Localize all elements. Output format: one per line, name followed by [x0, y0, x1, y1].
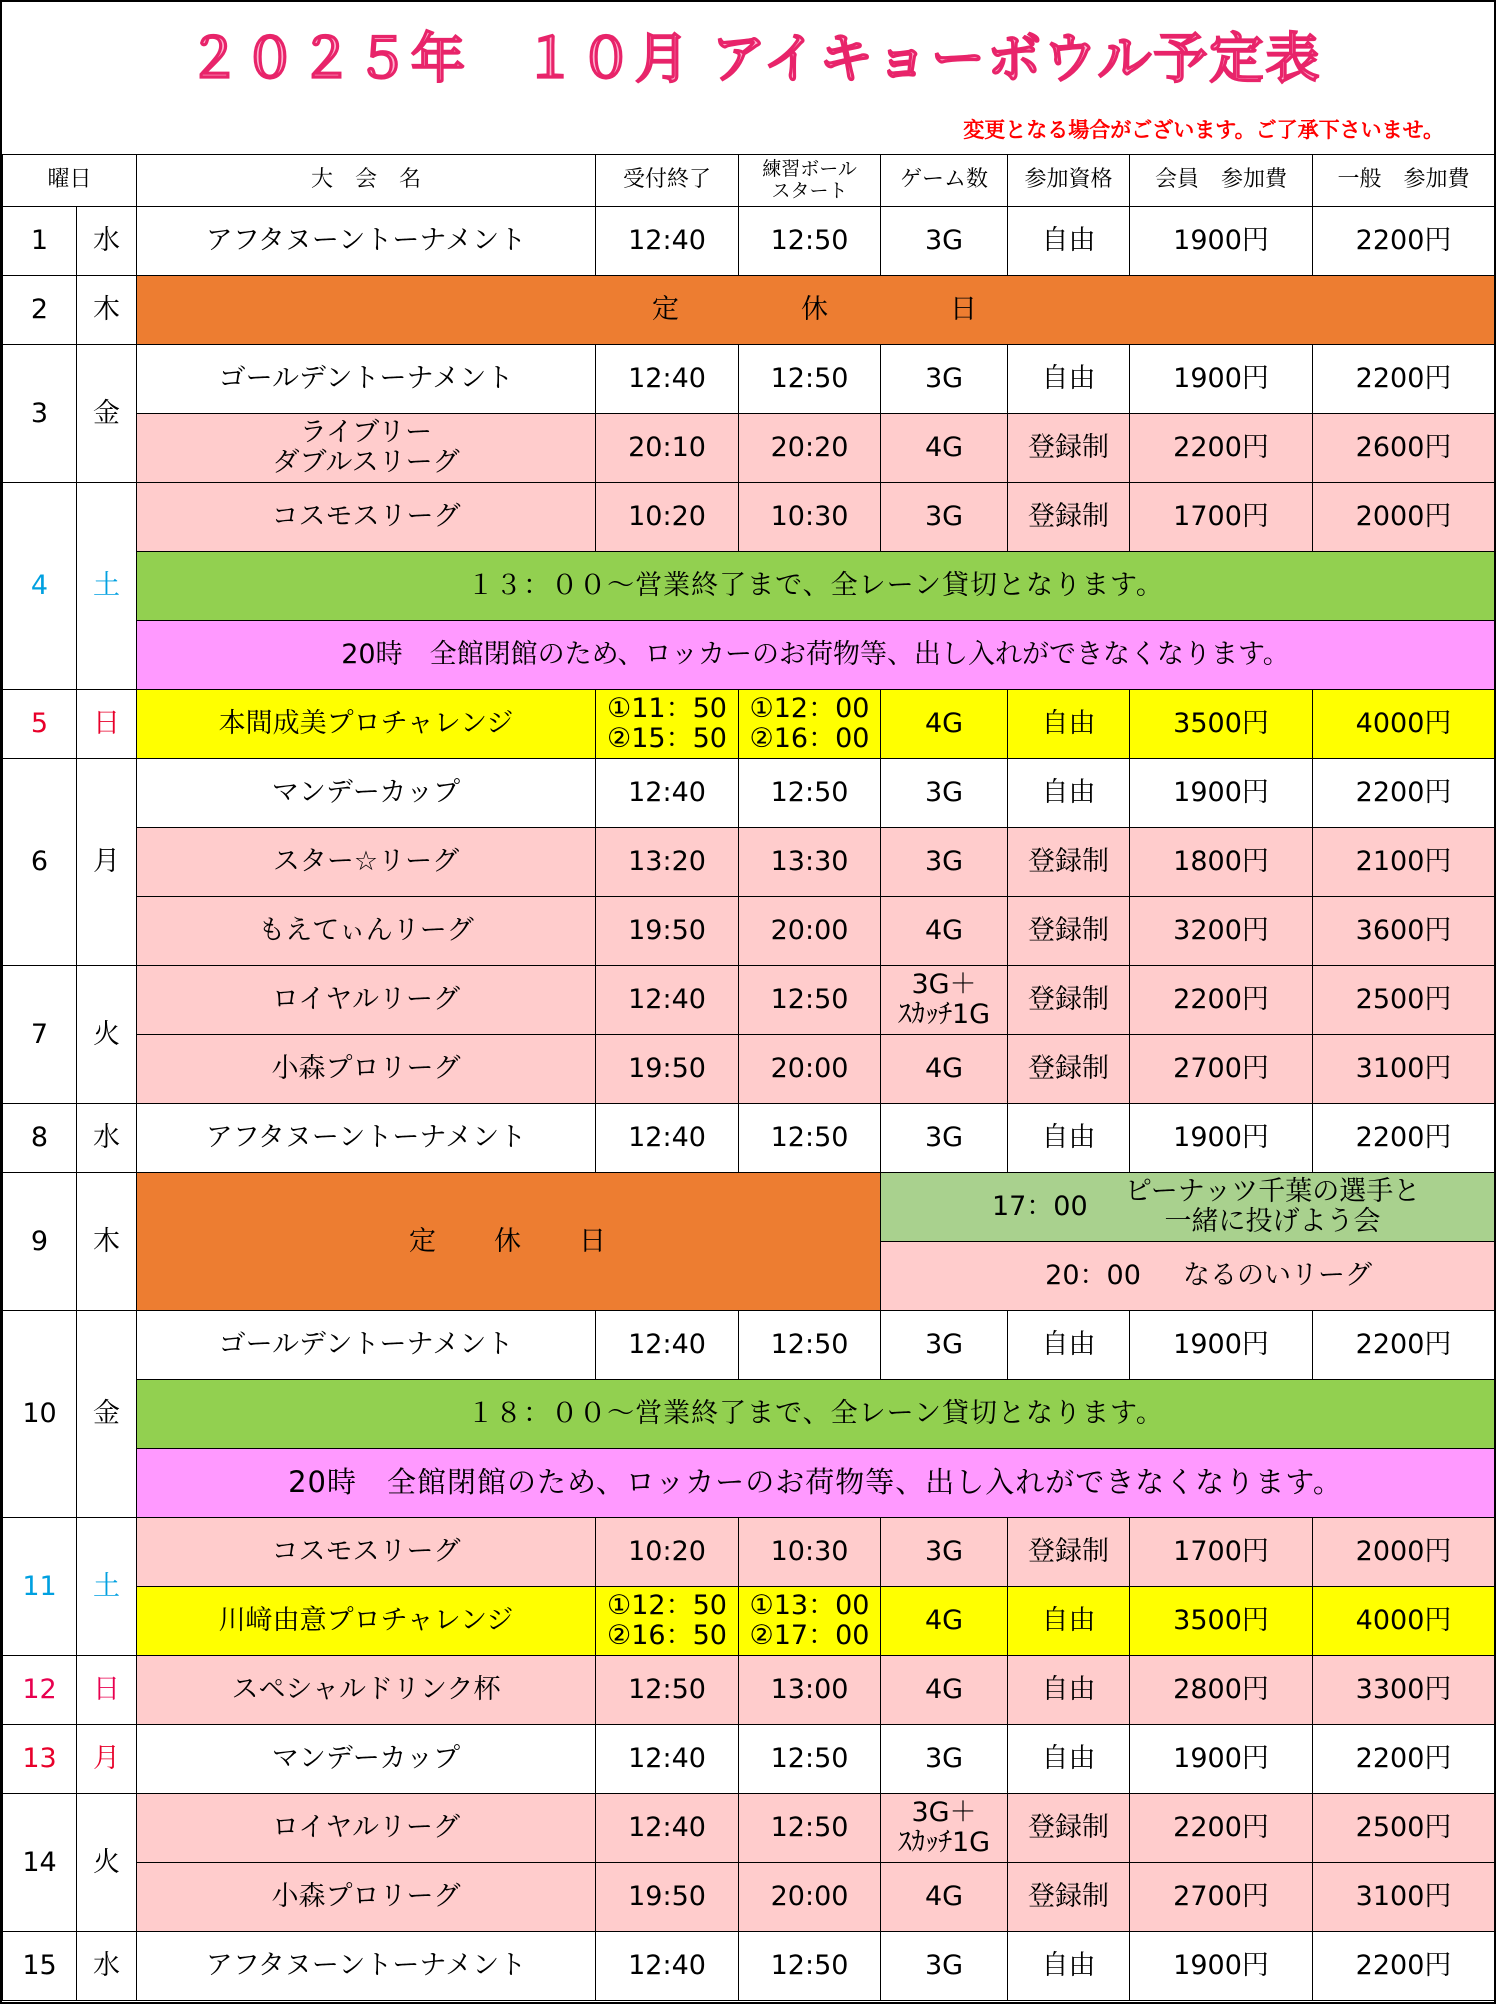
reception-end: 12:40	[596, 1932, 739, 2001]
eligibility: 登録制	[1008, 1035, 1130, 1104]
practice-start: 10:30	[739, 483, 881, 552]
day-number: 13	[3, 1725, 77, 1794]
game-count: 4G	[881, 1035, 1008, 1104]
game-count: 3G	[881, 828, 1008, 897]
weekday: 日	[77, 1656, 137, 1725]
closed-day-banner	[137, 276, 1495, 345]
eligibility: 自由	[1008, 1656, 1130, 1725]
game-count-line2: ｽｶｯﾁ1G	[897, 1827, 991, 1858]
eligibility: 登録制	[1008, 1794, 1130, 1863]
league-event-time: 20：00	[1045, 1260, 1141, 1292]
reception-end: 20:10	[596, 414, 739, 483]
eligibility: 登録制	[1008, 828, 1130, 897]
day-number: 4	[3, 483, 77, 690]
member-fee: 1700円	[1130, 1518, 1313, 1587]
reception-end: 12:40	[596, 1794, 739, 1863]
reception-end: 12:40	[596, 345, 739, 414]
closed-char: 定	[409, 1225, 439, 1257]
eligibility: 登録制	[1008, 1518, 1130, 1587]
header-games: ゲーム数	[881, 155, 1008, 207]
header-eligibility: 参加資格	[1008, 155, 1130, 207]
table-row	[3, 828, 1495, 897]
event-name: スペシャルドリンク杯	[137, 1656, 596, 1725]
member-fee: 1900円	[1130, 1311, 1313, 1380]
reception-end: 19:50	[596, 1035, 739, 1104]
day-number: 8	[3, 1104, 77, 1173]
general-fee: 3100円	[1313, 1863, 1495, 1932]
reception-end: 12:40	[596, 1311, 739, 1380]
event-name: 小森プロリーグ	[137, 1863, 596, 1932]
general-fee: 3300円	[1313, 1656, 1495, 1725]
general-fee: 2500円	[1313, 1794, 1495, 1863]
table-row	[3, 207, 1495, 276]
weekday: 水	[77, 207, 137, 276]
game-count	[881, 1794, 1008, 1863]
weekday: 月	[77, 759, 137, 966]
reception-end: 13:20	[596, 828, 739, 897]
header-practice-start	[739, 155, 881, 207]
closed-day-banner	[137, 1173, 881, 1311]
member-fee: 3500円	[1130, 690, 1313, 759]
general-fee: 2500円	[1313, 966, 1495, 1035]
table-row	[3, 483, 1495, 552]
table-row	[3, 966, 1495, 1035]
reception-end: 12:40	[596, 207, 739, 276]
general-fee: 2200円	[1313, 1104, 1495, 1173]
table-row	[3, 1863, 1495, 1932]
member-fee: 3500円	[1130, 1587, 1313, 1656]
closing-notice-banner: 20時 全館閉館のため、ロッカーのお荷物等、出し入れができなくなります。	[137, 621, 1495, 690]
practice-start: 20:20	[739, 414, 881, 483]
eligibility: 登録制	[1008, 414, 1130, 483]
table-row	[3, 345, 1495, 414]
closed-char: 休	[801, 294, 831, 326]
day-number: 10	[3, 1311, 77, 1518]
game-count: 3G	[881, 1725, 1008, 1794]
special-event-time: 17：00	[991, 1191, 1088, 1223]
practice-start: 12:50	[739, 1794, 881, 1863]
special-event-desc-line1: ピーナッツ千葉の選手と	[1124, 1176, 1421, 1208]
table-row	[3, 1104, 1495, 1173]
game-count: 3G	[881, 207, 1008, 276]
eligibility: 自由	[1008, 345, 1130, 414]
header-reception-end: 受付終了	[596, 155, 739, 207]
day-number: 15	[3, 1932, 77, 2001]
game-count: 3G	[881, 1932, 1008, 2001]
header-row	[3, 155, 1495, 207]
general-fee: 2600円	[1313, 414, 1495, 483]
general-fee: 2200円	[1313, 759, 1495, 828]
general-fee: 2200円	[1313, 207, 1495, 276]
weekday: 木	[77, 276, 137, 345]
member-fee: 2200円	[1130, 414, 1313, 483]
reception-end: 19:50	[596, 1863, 739, 1932]
table-row	[3, 1725, 1495, 1794]
general-fee: 2200円	[1313, 1932, 1495, 2001]
special-event-desc-line2: 一緒に投げよう会	[1164, 1206, 1381, 1237]
general-fee: 4000円	[1313, 1587, 1495, 1656]
game-count-line1: 3G＋	[911, 969, 977, 1001]
weekday: 金	[77, 1311, 137, 1518]
member-fee: 1900円	[1130, 207, 1313, 276]
reception-end: 19:50	[596, 897, 739, 966]
league-event	[881, 1242, 1495, 1311]
schedule-table	[2, 154, 1495, 2001]
game-count: 4G	[881, 897, 1008, 966]
event-name: 川﨑由意プロチャレンジ	[137, 1587, 596, 1656]
closed-char: 日	[579, 1225, 609, 1257]
game-count: 4G	[881, 1863, 1008, 1932]
event-name: アフタヌーントーナメント	[137, 1932, 596, 2001]
closed-char: 定	[652, 294, 682, 326]
game-count: 3G	[881, 1104, 1008, 1173]
special-event	[881, 1173, 1495, 1242]
event-name: マンデーカップ	[137, 1725, 596, 1794]
day-number: 7	[3, 966, 77, 1104]
practice-start: 20:00	[739, 1863, 881, 1932]
eligibility: 自由	[1008, 1311, 1130, 1380]
weekday: 水	[77, 1104, 137, 1173]
closing-notice-banner: 20時 全館閉館のため、ロッカーのお荷物等、出し入れができなくなります。	[137, 1449, 1495, 1518]
table-row	[3, 1518, 1495, 1587]
day-number: 1	[3, 207, 77, 276]
header-practice-start-line1: 練習ボール	[762, 157, 857, 180]
member-fee: 1900円	[1130, 1932, 1313, 2001]
reception-end-1: ①12：50	[607, 1590, 727, 1622]
day-number: 2	[3, 276, 77, 345]
event-name-line1: ライブリー	[299, 417, 433, 449]
general-fee: 3100円	[1313, 1035, 1495, 1104]
practice-start: 13:30	[739, 828, 881, 897]
game-count: 3G	[881, 483, 1008, 552]
table-row	[3, 621, 1495, 690]
eligibility: 登録制	[1008, 966, 1130, 1035]
member-fee: 2700円	[1130, 1863, 1313, 1932]
eligibility: 登録制	[1008, 1863, 1130, 1932]
game-count: 3G	[881, 345, 1008, 414]
member-fee: 2200円	[1130, 966, 1313, 1035]
header-weekday: 曜日	[3, 155, 137, 207]
table-row	[3, 1587, 1495, 1656]
eligibility: 自由	[1008, 1725, 1130, 1794]
practice-start: 12:50	[739, 207, 881, 276]
weekday: 木	[77, 1173, 137, 1311]
event-name: 小森プロリーグ	[137, 1035, 596, 1104]
practice-start: 10:30	[739, 1518, 881, 1587]
table-row	[3, 414, 1495, 483]
table-row	[3, 1311, 1495, 1380]
header-practice-start-line2: スタート	[771, 179, 848, 202]
reception-end: 10:20	[596, 483, 739, 552]
game-count-line2: ｽｶｯﾁ1G	[897, 999, 991, 1030]
table-row	[3, 1173, 1495, 1242]
general-fee: 4000円	[1313, 690, 1495, 759]
day-number: 14	[3, 1794, 77, 1932]
general-fee: 2000円	[1313, 483, 1495, 552]
reception-end-2: ②15：50	[607, 723, 727, 754]
general-fee: 2200円	[1313, 345, 1495, 414]
general-fee: 2200円	[1313, 1725, 1495, 1794]
general-fee: 3600円	[1313, 897, 1495, 966]
weekday: 土	[77, 1518, 137, 1656]
practice-start: 12:50	[739, 1725, 881, 1794]
general-fee: 2200円	[1313, 1311, 1495, 1380]
eligibility: 自由	[1008, 207, 1130, 276]
event-name-line2: ダブルスリーグ	[272, 447, 460, 478]
reception-end	[596, 690, 739, 759]
table-row	[3, 690, 1495, 759]
table-row	[3, 276, 1495, 345]
eligibility: 自由	[1008, 1932, 1130, 2001]
weekday: 火	[77, 966, 137, 1104]
member-fee: 1900円	[1130, 759, 1313, 828]
day-number: 11	[3, 1518, 77, 1656]
table-row	[3, 1794, 1495, 1863]
reception-end-1: ①11：50	[607, 693, 727, 725]
reception-end-2: ②16：50	[607, 1620, 727, 1651]
practice-start	[739, 690, 881, 759]
event-name: もえてぃんリーグ	[137, 897, 596, 966]
member-fee: 2800円	[1130, 1656, 1313, 1725]
practice-start-1: ①13：00	[749, 1590, 870, 1622]
event-name	[137, 414, 596, 483]
reception-end: 12:40	[596, 759, 739, 828]
page-title: ２０２５年 １０月 アイキョーボウル予定表	[187, 27, 1322, 90]
practice-start: 12:50	[739, 759, 881, 828]
general-fee: 2100円	[1313, 828, 1495, 897]
event-name: コスモスリーグ	[137, 1518, 596, 1587]
event-name: ゴールデントーナメント	[137, 1311, 596, 1380]
header-name: 大 会 名	[137, 155, 596, 207]
member-fee: 1700円	[1130, 483, 1313, 552]
practice-start: 12:50	[739, 1104, 881, 1173]
member-fee: 1900円	[1130, 1725, 1313, 1794]
weekday: 水	[77, 1932, 137, 2001]
table-row	[3, 897, 1495, 966]
weekday: 金	[77, 345, 137, 483]
day-number: 5	[3, 690, 77, 759]
eligibility: 自由	[1008, 690, 1130, 759]
practice-start: 20:00	[739, 1035, 881, 1104]
member-fee: 1900円	[1130, 345, 1313, 414]
event-name: コスモスリーグ	[137, 483, 596, 552]
weekday: 月	[77, 1725, 137, 1794]
closed-char: 日	[950, 294, 980, 326]
day-number: 12	[3, 1656, 77, 1725]
reception-end: 12:40	[596, 966, 739, 1035]
member-fee: 2700円	[1130, 1035, 1313, 1104]
practice-start: 20:00	[739, 897, 881, 966]
header-general-fee: 一般 参加費	[1313, 155, 1495, 207]
weekday: 土	[77, 483, 137, 690]
day-number: 6	[3, 759, 77, 966]
game-count: 4G	[881, 1587, 1008, 1656]
member-fee: 1800円	[1130, 828, 1313, 897]
event-name: アフタヌーントーナメント	[137, 207, 596, 276]
table-row	[3, 552, 1495, 621]
practice-start-2: ②17：00	[749, 1620, 870, 1651]
table-row	[3, 1380, 1495, 1449]
table-row	[3, 1035, 1495, 1104]
closed-char: 休	[494, 1225, 524, 1257]
weekday: 火	[77, 1794, 137, 1932]
reception-end: 12:40	[596, 1104, 739, 1173]
game-count: 4G	[881, 690, 1008, 759]
table-row	[3, 759, 1495, 828]
table-row	[3, 1932, 1495, 2001]
eligibility: 自由	[1008, 759, 1130, 828]
event-name: ゴールデントーナメント	[137, 345, 596, 414]
game-count: 3G	[881, 1518, 1008, 1587]
member-fee: 3200円	[1130, 897, 1313, 966]
reception-end: 10:20	[596, 1518, 739, 1587]
reception-end: 12:50	[596, 1656, 739, 1725]
eligibility: 自由	[1008, 1587, 1130, 1656]
reservation-banner: １３：００～営業終了まで、全レーン貸切となります。	[137, 552, 1495, 621]
practice-start: 12:50	[739, 966, 881, 1035]
game-count	[881, 966, 1008, 1035]
eligibility: 自由	[1008, 1104, 1130, 1173]
header-member-fee: 会員 参加費	[1130, 155, 1313, 207]
game-count: 3G	[881, 1311, 1008, 1380]
event-name: ロイヤルリーグ	[137, 966, 596, 1035]
special-event-desc	[1125, 1177, 1420, 1236]
game-count: 4G	[881, 1656, 1008, 1725]
game-count: 4G	[881, 414, 1008, 483]
reception-end	[596, 1587, 739, 1656]
practice-start: 12:50	[739, 1932, 881, 2001]
practice-start: 12:50	[739, 1311, 881, 1380]
weekday: 日	[77, 690, 137, 759]
practice-start: 13:00	[739, 1656, 881, 1725]
game-count: 3G	[881, 759, 1008, 828]
change-notice: 変更となる場合がございます。ご了承下さいませ。	[963, 118, 1444, 142]
day-number: 9	[3, 1173, 77, 1311]
game-count-line1: 3G＋	[911, 1797, 977, 1829]
practice-start-1: ①12：00	[749, 693, 870, 725]
practice-start-2: ②16：00	[749, 723, 870, 754]
table-row	[3, 1449, 1495, 1518]
practice-start: 12:50	[739, 345, 881, 414]
general-fee: 2000円	[1313, 1518, 1495, 1587]
eligibility: 登録制	[1008, 897, 1130, 966]
reception-end: 12:40	[596, 1725, 739, 1794]
reservation-banner: １８：００～営業終了まで、全レーン貸切となります。	[137, 1380, 1495, 1449]
event-name: 本間成美プロチャレンジ	[137, 690, 596, 759]
event-name: ロイヤルリーグ	[137, 1794, 596, 1863]
table-row	[3, 1656, 1495, 1725]
member-fee: 2200円	[1130, 1794, 1313, 1863]
day-number: 3	[3, 345, 77, 483]
practice-start	[739, 1587, 881, 1656]
event-name: マンデーカップ	[137, 759, 596, 828]
event-name: アフタヌーントーナメント	[137, 1104, 596, 1173]
member-fee: 1900円	[1130, 1104, 1313, 1173]
league-event-name: なるのいリーグ	[1183, 1260, 1373, 1292]
eligibility: 登録制	[1008, 483, 1130, 552]
event-name: スター☆リーグ	[137, 828, 596, 897]
